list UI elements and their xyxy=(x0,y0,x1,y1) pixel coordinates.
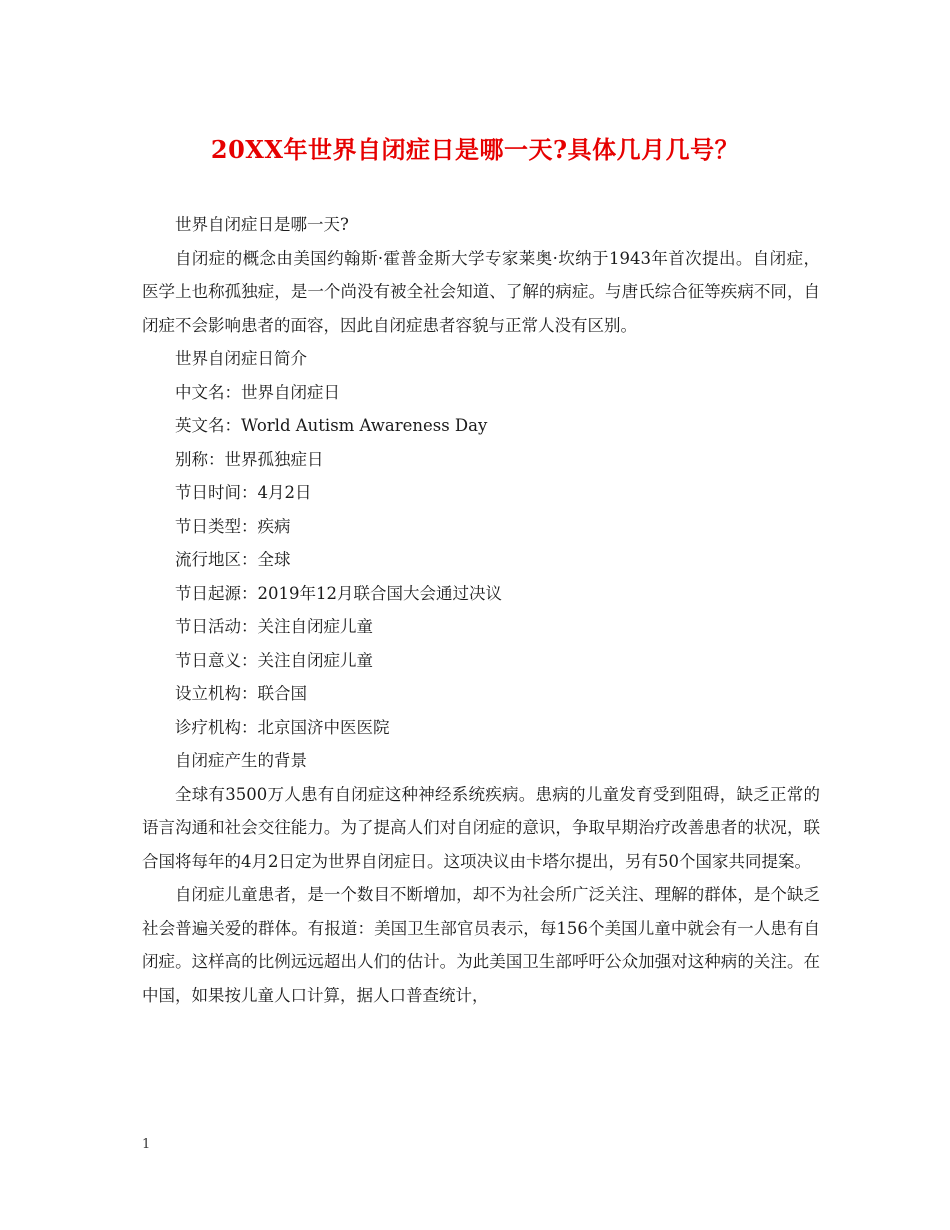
paragraph: 世界自闭症日是哪一天? xyxy=(175,215,349,234)
paragraph: 节日类型：疾病 xyxy=(175,516,291,536)
paragraph: 流行地区：全球 xyxy=(175,550,291,569)
paragraph: 自闭症的概念由美国约翰斯·霍普金斯大学专家莱奥·坎纳于1943年首次提出。自闭症，医学上也称孤独症，是一个尚没有被全社会知道、了解的病症。与唐氏综合征等疾病不同，自闭症不会影响患者的面容，因此自闭症患者容貌与正常人没有区别。 xyxy=(142,248,820,335)
paragraph: 设立机构：联合国 xyxy=(175,684,307,703)
paragraph: 节日活动：关注自闭症儿童 xyxy=(175,617,373,636)
paragraph: 英文名：World Autism Awareness Day xyxy=(175,416,488,435)
paragraph: 全球有3500万人患有自闭症这种神经系统疾病。患病的儿童发育受到阻碍，缺乏正常的语言沟通和社会交往能力。为了提高人们对自闭症的意识，争取早期治疗改善患者的状况，联合国将每年的4月2日定为世界自闭症日。这项决议由卡塔尔提出，另有50个国家共同提案。 xyxy=(142,784,820,871)
document-title: 20XX年世界自闭症日是哪一天?具体几月几号？ xyxy=(210,135,740,164)
paragraph: 自闭症产生的背景 xyxy=(175,751,307,770)
paragraph: 自闭症儿童患者，是一个数目不断增加，却不为社会所广泛关注、理解的群体，是个缺乏社会普遍关爱的群体。有报道：美国卫生部官员表示，每156个美国儿童中就会有一人患有自闭症。这样高的比例远远超出人们的估计。为此美国卫生部呼吁公众加强对这种病的关注。在中国，如果按儿童人口计算，据人口普查统计， xyxy=(142,885,820,1005)
paragraph: 节日时间：4月2日 xyxy=(175,483,312,502)
paragraph: 世界自闭症日简介 xyxy=(175,349,307,368)
document-body xyxy=(142,208,820,1012)
paragraph: 中文名：世界自闭症日 xyxy=(175,382,340,402)
paragraph: 别称：世界孤独症日 xyxy=(175,449,324,469)
paragraph: 节日起源：2019年12月联合国大会通过决议 xyxy=(175,583,502,603)
paragraph: 节日意义：关注自闭症儿童 xyxy=(175,650,373,670)
page-number: 1 xyxy=(142,1137,151,1152)
paragraph: 诊疗机构：北京国济中医医院 xyxy=(175,717,390,737)
